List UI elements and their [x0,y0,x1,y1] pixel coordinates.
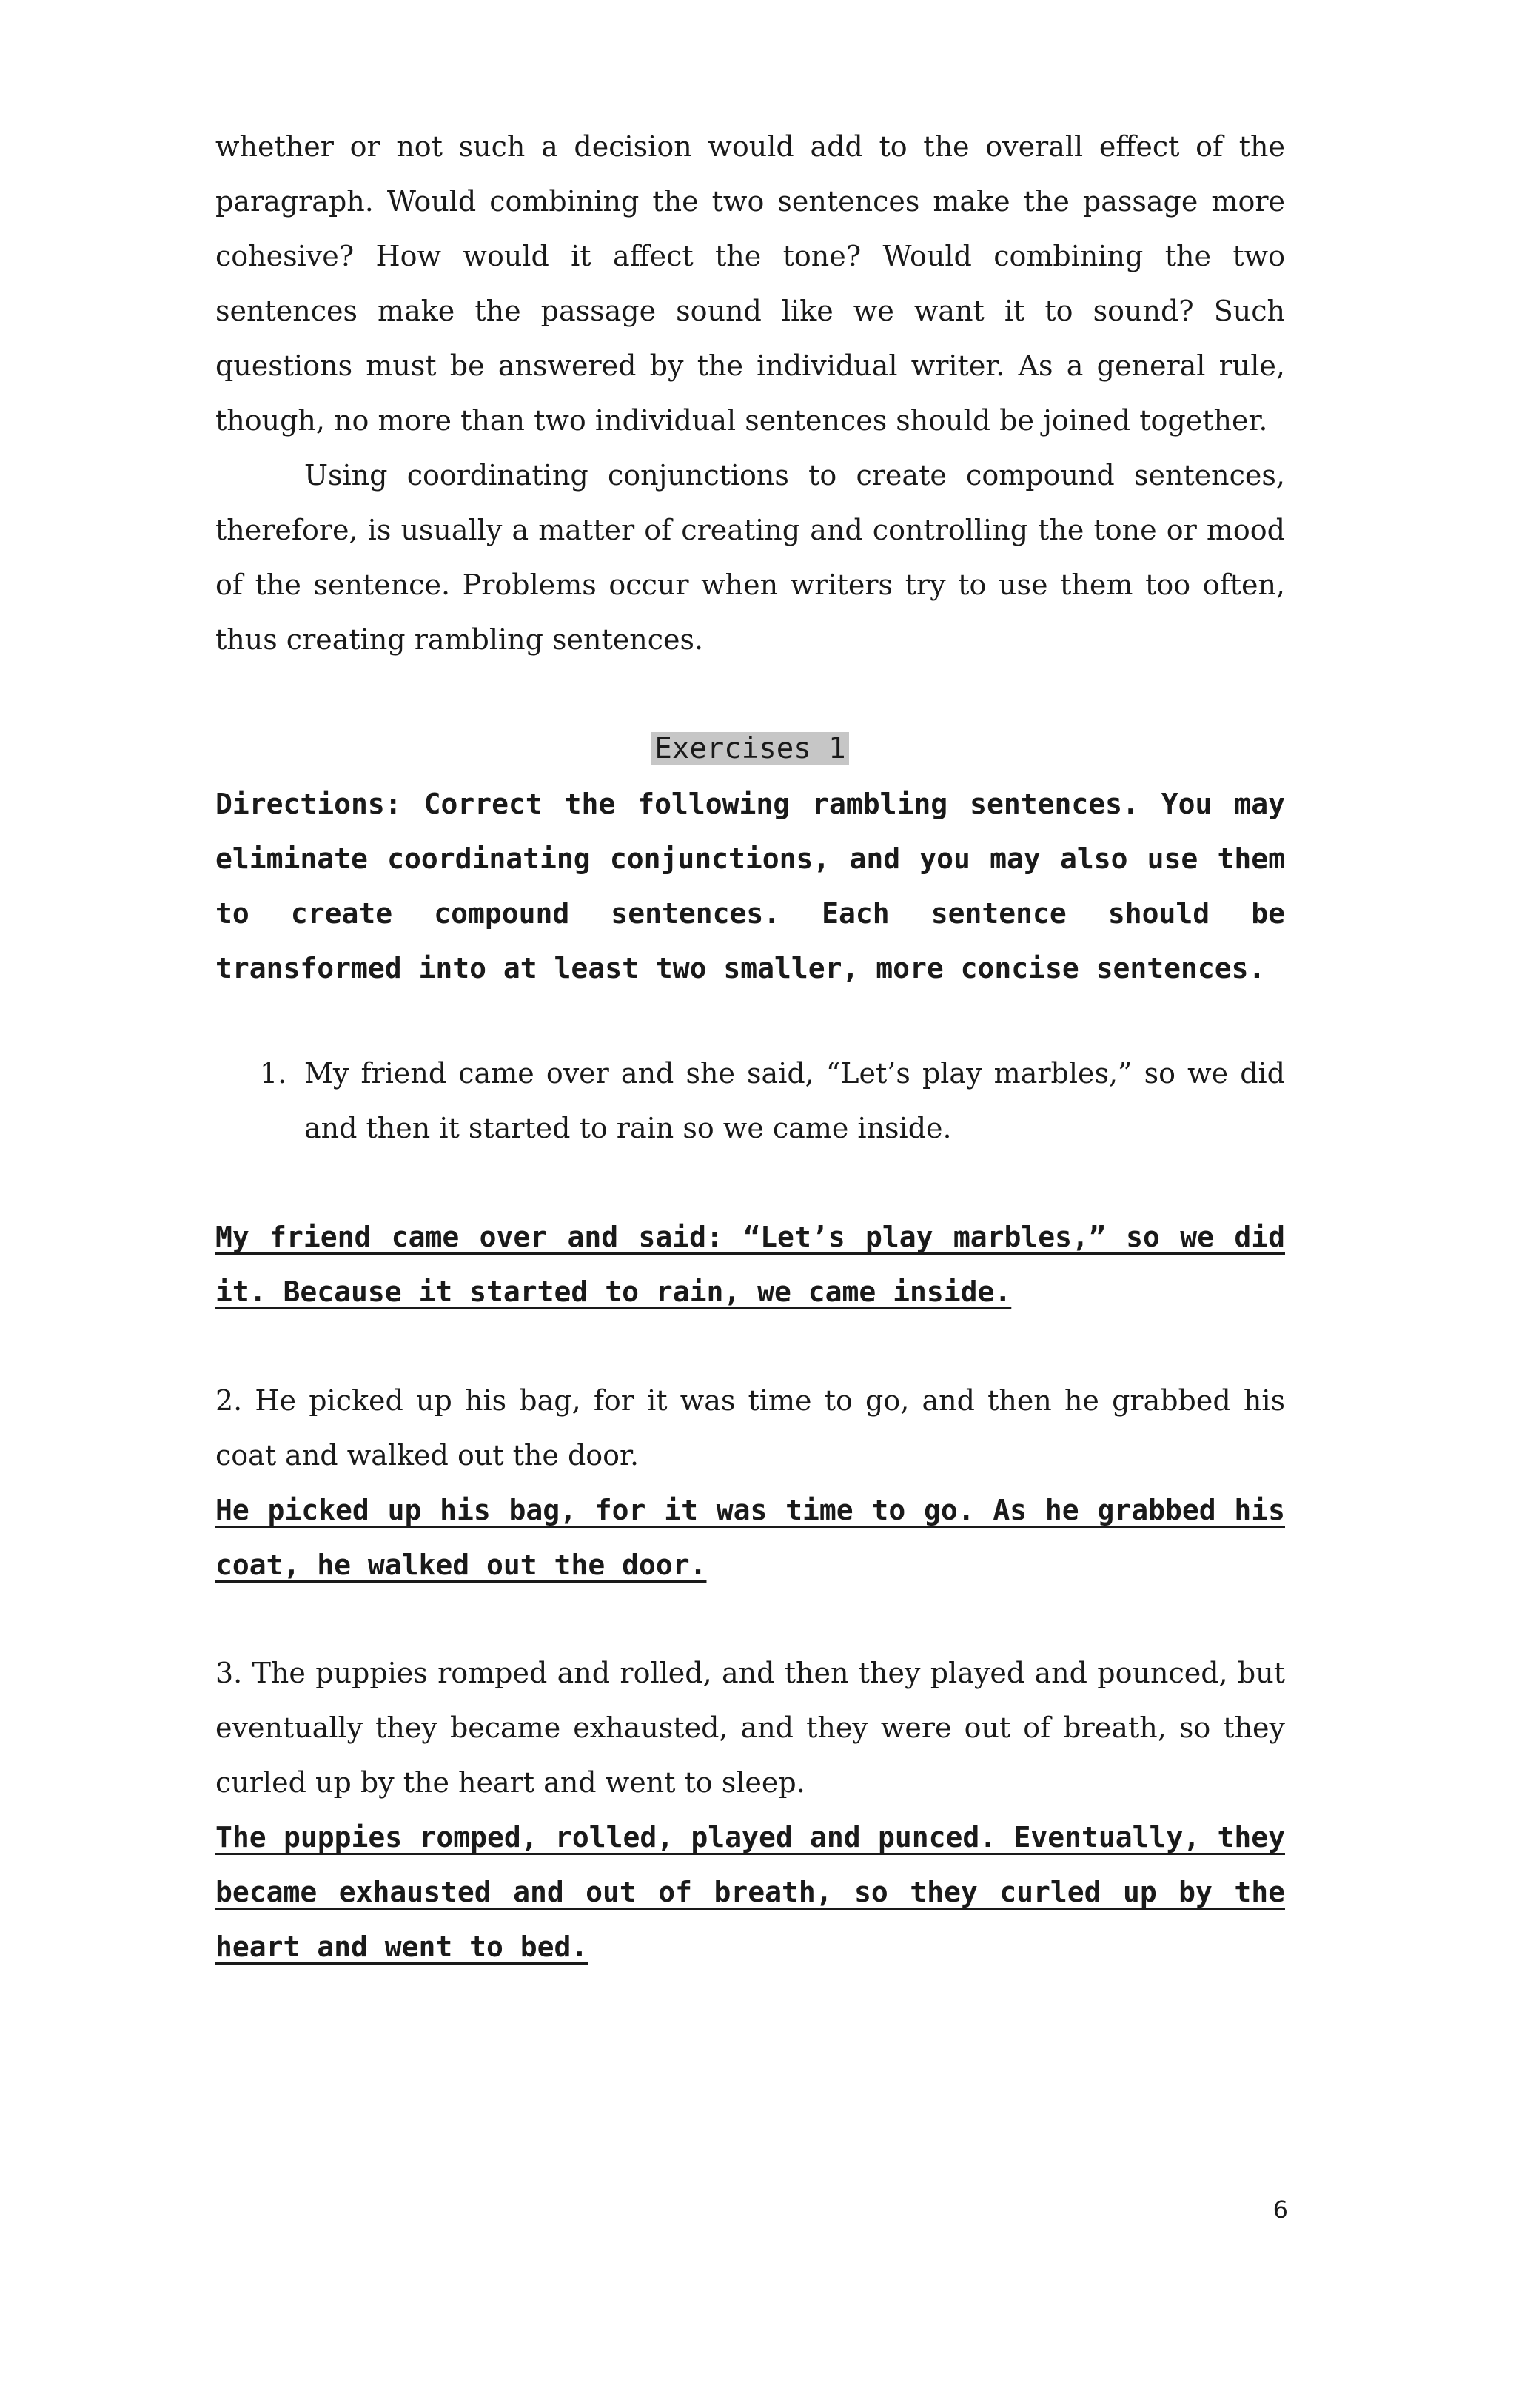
page-number: 6 [1272,2196,1288,2224]
exercise-item-3 [215,1646,1285,1974]
exercise-title-text: Exercises 1 [651,732,848,765]
exercise-item-2 [215,1373,1285,1592]
exercise-title [215,722,1285,777]
paragraph-continued: whether or not such a decision would add to the overall effect of the paragraph. Would combining the two sentences make the passage more cohesive? How would it affect the tone? Would combining the two sentences make the passage sound like we want it to sound? Such questions must be answered by the individual writer. As a general rule, though, no more than two individual sentences should be joined together. [215,130,1285,437]
exercise-answer: My friend came over and said: “Let’s play marbles,” so we did it. Because it started to rain, we came inside. [215,1221,1285,1308]
exercise-directions: Directions: Correct the following rambling sentences. You may eliminate coordinating conjunctions, and you may also use them to create compound sentences. Each sentence should be transformed into at least two smaller, more concise sentences. [215,788,1285,985]
exercise-question: 2. He picked up his bag, for it was time to go, and then he grabbed his coat and walked out the door. [215,1384,1285,1472]
exercise-section [215,722,1285,996]
body-text-block [215,119,1285,667]
exercise-answer: He picked up his bag, for it was time to go. As he grabbed his coat, he walked out the door. [215,1494,1285,1581]
exercise-question [215,1046,1285,1156]
exercise-item-1 [215,1046,1285,1156]
paragraph-conjunctions: Using coordinating conjunctions to create compound sentences, therefore, is usually a matter of creating and controlling the tone or mood of the sentence. Problems occur when writers try to use them too often, thus creating rambling sentences. [215,459,1285,656]
item-number: 1. [260,1057,287,1090]
exercise-answer: The puppies romped, rolled, played and punced. Eventually, they became exhausted and out of breath, so they curled up by the heart and went to bed. [215,1821,1285,1963]
question-text: My friend came over and she said, “Let’s play marbles,” so we did and then it started to rain so we came inside. [304,1057,1285,1144]
exercise-question: 3. The puppies romped and rolled, and then they played and pounced, but eventually they became exhausted, and they were out of breath, so they curled up by the heart and went to sleep. [215,1657,1285,1799]
exercise-answer-1 [215,1210,1285,1319]
